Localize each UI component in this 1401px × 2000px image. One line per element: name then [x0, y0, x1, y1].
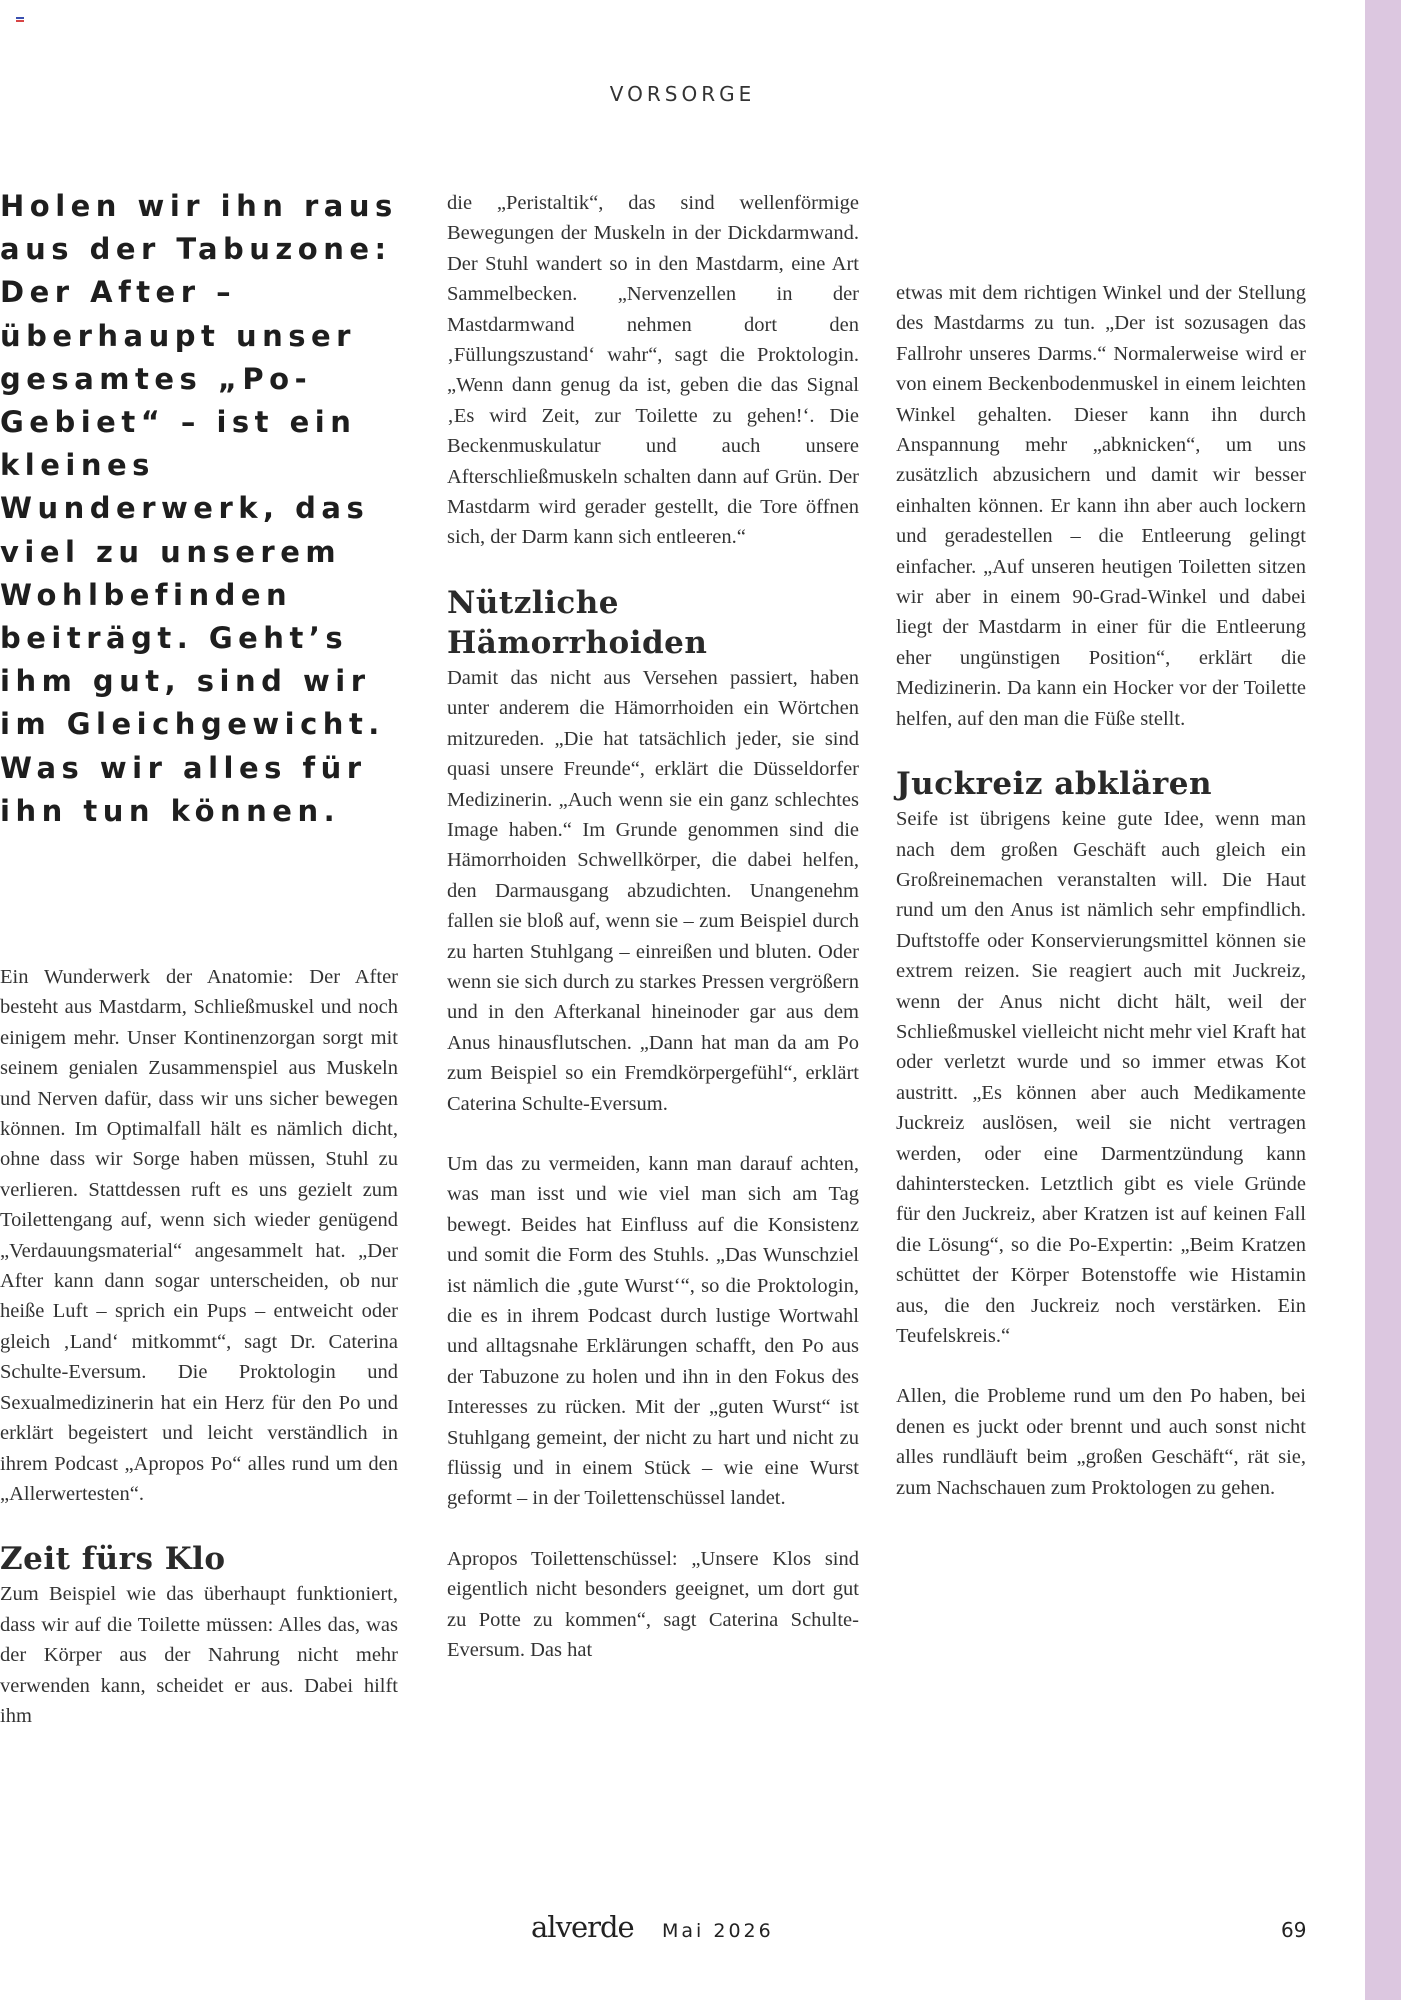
page-number: 69 [1281, 1918, 1307, 1942]
section-label: VORSORGE [609, 82, 756, 106]
body-paragraph: etwas mit dem richtigen Winkel und der Stellung des Mastdarms zu tun. „Der ist sozusagen das Fallrohr unseres Darms.“ Normalerweise wird er von einem Beckenbodenmuskel in einem leichten Winkel gehalten. Dieser kann ihn durch Anspannung mehr „abknicken“, um uns zusätzlich abzusichern und damit wir besser einhalten können. Er kann ihn aber auch lockern und geradestellen – die Entleerung gelingt einfacher. „Auf unseren heutigen Toiletten sitzen wir aber in einem 90-Grad-Winkel und dabei liegt der Mastdarm in einer für die Entleerung eher ungünstigen Position“, erklärt die Medizinerin. Da kann ein Hocker vor der Toilette helfen, auf den man die Füße stellt. [896, 282, 1306, 730]
body-paragraph: Damit das nicht aus Versehen passiert, haben unter anderem die Hämorrhoiden ein Wörtchen mitzureden. „Die hat tatsächlich jeder, sie sind quasi unsere Freunde“, erklärt die Düsseldorfer Medizinerin. „Auch wenn sie ein ganz schlechtes Image haben.“ Im Grunde genommen sind die Hämorrhoiden Schwellkörper, die dabei helfen, den Darmausgang abzudichten. Unangenehm fallen sie bloß auf, wenn sie – zum Beispiel durch zu harten Stuhlgang – einreißen und bluten. Oder wenn sie sich durch zu starkes Pressen vergrößern und in den Afterkanal hineinoder gar aus dem Anus hinausflutschen. „Dann hat man da am Po zum Beispiel so ein Fremdkörpergefühl“, erklärt Caterina Schulte-Eversum. [447, 666, 859, 1115]
body-paragraph: Ein Wunderwerk der Anatomie: Der After besteht aus Mastdarm, Schließmuskel und noch einigem mehr. Unser Kontinenzorgan sorgt mit seinem genialen Zusammenspiel aus Muskeln und Nerven dafür, dass wir uns sicher bewegen können. Im Optimalfall hält es nämlich dicht, ohne dass wir Sorge haben müssen, Stuhl zu verlieren. Stattdessen ruft es uns gezielt zum Toilettengang auf, wenn sich wieder genügend „Verdauungsmaterial“ angesammelt hat. „Der After kann dann sogar unterscheiden, ob nur heiße Luft – sprich ein Pups – entweicht oder gleich ‚Land‘ mitkommt“, sagt Dr. Caterina Schulte-Eversum. Die Proktologin und Sexualmedizinerin hat ein Herz für den Po und erklärt begeistert und leicht verständlich in ihrem Podcast „Apropos Po“ alles rund um den „Allerwertesten“. [0, 966, 398, 1505]
body-paragraph: Um das zu vermeiden, kann man darauf achten, was man isst und wie viel man sich am Tag bewegt. Beides hat Einfluss auf die Konsistenz und somit die Form des Stuhls. „Das Wunschziel ist nämlich die ‚gute Wurst‘“, so die Proktologin, die es in ihrem Podcast durch lustige Wortwahl und alltagsnahe Erklärungen schafft, den Po aus der Tabuzone zu holen und ihn in den Fokus des Interesses zu rücken. Mit der „guten Wurst“ ist Stuhlgang gemeint, der nicht zu hart und nicht zu flüssig und in einem Stück – wie eine Wurst geformt – in der Toilettenschüssel landet. [447, 1152, 859, 1510]
body-paragraph: Seife ist übrigens keine gute Idee, wenn man nach dem großen Geschäft auch gleich ein Großreinemachen veranstalten will. Die Haut rund um den Anus ist nämlich sehr empfindlich. Duftstoffe oder Konservierungsmittel können sie extrem reizen. Sie reagiert auch mit Juckreiz, wenn der Anus nicht dicht hält, weil der Schließmuskel vielleicht nicht mehr viel Kraft hat oder verletzt wurde und so immer etwas Kot austritt. „Es können aber auch Medikamente Juckreiz auslösen, weil sie nicht vertragen werden, oder eine Darmentzündung kann dahinterstecken. Letztlich gibt es viele Gründe für den Juckreiz, aber Kratzen ist auf keinen Fall die Lösung“, so die Po-Expertin: „Beim Kratzen schüttet der Körper Botenstoffe wie Histamin aus, die den Juckreiz noch verstärken. Ein Teufelskreis.“ [896, 808, 1306, 1347]
article-column-1 [0, 962, 398, 1761]
corner-flag-mark [16, 17, 24, 24]
body-paragraph: Zum Beispiel wie das überhaupt funktioniert, dass wir auf die Toilette müssen: Alles das, was der Körper aus der Nahrung nicht mehr verwenden kann, scheidet er aus. Dabei hilft ihm [0, 1583, 398, 1727]
subheading: Nützliche Hämorrhoiden [447, 584, 708, 661]
lead-teaser: Holen wir ihn raus aus der Tabuzone: Der After – überhaupt unser gesamtes „Po-Gebiet“ – ist ein kleines Wunderwerk, das viel zu unserem Wohlbefinden beiträgt. Geht’s ihm gut, sind wir im Gleichgewicht. Was wir alles für ihn tun können. [0, 189, 398, 828]
subheading: Juckreiz abklären [896, 766, 1212, 803]
body-paragraph: die „Peristaltik“, das sind wellenförmige Bewegungen der Muskeln in der Dickdarmwand. Der Stuhl wandert so in den Mastdarm, eine Art Sammelbecken. „Nervenzellen in der Mastdarmwand nehmen dort den ‚Füllungszustand‘ wahr“, sagt die Proktologin. „Wenn dann genug da ist, geben die das Signal ‚Es wird Zeit, zur Toilette zu gehen!‘. Die Beckenmuskulatur und auch unsere Afterschließmuskeln schalten dann auf Grün. Der Mastdarm wird gerader gestellt, die Tore öffnen sich, der Darm kann sich entleeren.“ [447, 192, 859, 549]
article-column-2 [447, 188, 859, 1695]
body-paragraph: Allen, die Probleme rund um den Po haben, bei denen es juckt oder brennt und auch sonst nicht alles rundläuft beim „großen Geschäft“, rät sie, zum Nachschauen zum Proktologen zu gehen. [896, 1385, 1306, 1499]
article-column-3 [896, 278, 1306, 1533]
footer-brand-logo: alverde [531, 1910, 634, 1944]
side-color-bar [1365, 0, 1401, 2000]
body-paragraph: Apropos Toilettenschüssel: „Unsere Klos sind eigentlich nicht besonders geeignet, um dort gut zu Potte zu kommen“, sagt Caterina Schulte-Eversum. Das hat [447, 1547, 859, 1662]
subheading: Zeit fürs Klo [0, 1541, 226, 1578]
footer-issue-date: Mai 2026 [662, 1920, 774, 1942]
